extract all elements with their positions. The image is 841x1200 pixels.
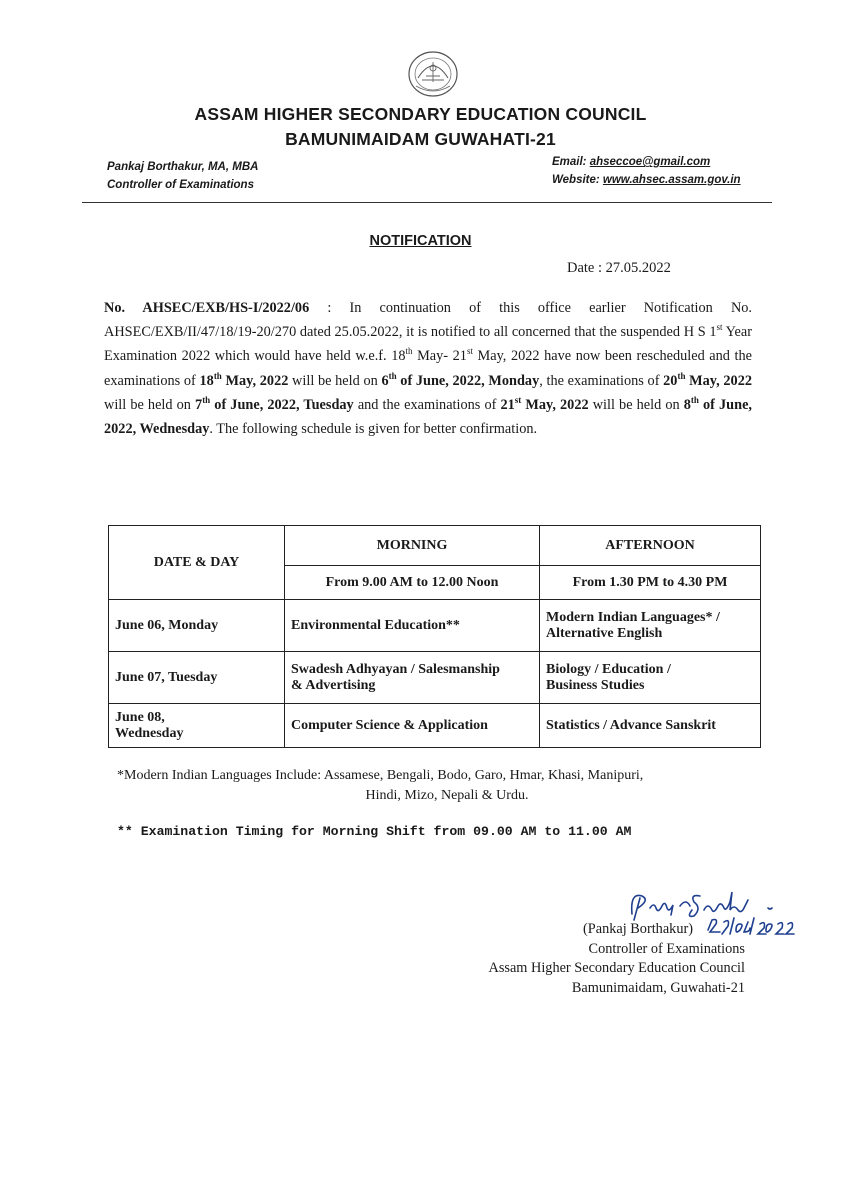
row-afternoon-subject: Statistics / Advance Sanskrit — [540, 704, 761, 748]
table-row — [109, 704, 761, 748]
row-afternoon-subject: Biology / Education / Business Studies — [540, 652, 761, 704]
row-afternoon-subject: Modern Indian Languages* / Alternative English — [540, 600, 761, 652]
signatory-name: (Pankaj Borthakur) — [583, 921, 693, 937]
row-day: June 07, Tuesday — [109, 652, 285, 704]
row-morning-subject: Computer Science & Application — [285, 704, 540, 748]
signatory-designation: Controller of Examinations — [588, 940, 745, 957]
email-label: Email: — [552, 156, 587, 168]
signatory-address: Bamunimaidam, Guwahati-21 — [571, 979, 745, 996]
signature-block — [455, 920, 745, 998]
morning-timing: From 9.00 AM to 12.00 Noon — [285, 566, 540, 600]
timing-note: ** Examination Timing for Morning Shift from 09.00 AM to 11.00 AM — [117, 824, 632, 839]
website-link[interactable]: www.ahsec.assam.gov.in — [602, 174, 741, 186]
row-day: June 08, Wednesday — [109, 704, 285, 748]
header-morning: MORNING — [285, 526, 540, 566]
header-afternoon: AFTERNOON — [540, 526, 761, 566]
council-title: ASSAM HIGHER SECONDARY EDUCATION COUNCIL — [194, 104, 647, 124]
row-morning-subject: Environmental Education** — [285, 600, 540, 652]
afternoon-timing: From 1.30 PM to 4.30 PM — [540, 566, 761, 600]
notification-date: Date : 27.05.2022 — [567, 260, 671, 276]
table-row — [109, 652, 761, 704]
notification-heading: NOTIFICATION — [369, 233, 472, 249]
officer-designation: Controller of Examinations — [107, 179, 254, 191]
header-divider — [82, 202, 772, 203]
council-emblem-logo — [404, 48, 462, 100]
website-label: Website: — [552, 174, 600, 186]
header-date-day: DATE & DAY — [109, 526, 285, 600]
email-link[interactable]: ahseccoe@gmail.com — [589, 156, 711, 168]
row-day: June 06, Monday — [109, 600, 285, 652]
website-line — [552, 174, 741, 186]
notification-body: No. AHSEC/EXB/HS-I/2022/06 : In continuation of this office earlier Notification No. AHSEC/EXB/II/47/18/19-20/270 dated 25.05.2022, it is notified to all concerned that the suspended H S 1st Year Examination 2022 which would have held w.e.f. 18th May- 21st May, 2022 have now been rescheduled and the examinations of 18th May, 2022 will be held on 6th of June, 2022, Monday, the examinations of 20th May, 2022 will be held on 7th of June, 2022, Tuesday and the examinations of 21st May, 2022 will be held on 8th of June, 2022, Wednesday. The following schedule is given for better confirmation. — [104, 300, 753, 438]
signatory-organisation: Assam Higher Secondary Education Council — [488, 960, 745, 976]
exam-schedule-table — [108, 525, 761, 748]
row-morning-subject: Swadesh Adhyayan / Salesmanship & Advertising — [285, 652, 540, 704]
reference-number: No. AHSEC/EXB/HS-I/2022/06 — [104, 300, 310, 316]
languages-note: *Modern Indian Languages Include: Assamese, Bengali, Bodo, Garo, Hmar, Khasi, Manipuri, Hindi, Mizo, Nepali & Urdu. — [117, 768, 644, 803]
email-line — [552, 156, 710, 168]
officer-name: Pankaj Borthakur, MA, MBA — [107, 161, 259, 173]
council-address: BAMUNIMAIDAM GUWAHATI-21 — [285, 129, 556, 149]
table-row — [109, 600, 761, 652]
